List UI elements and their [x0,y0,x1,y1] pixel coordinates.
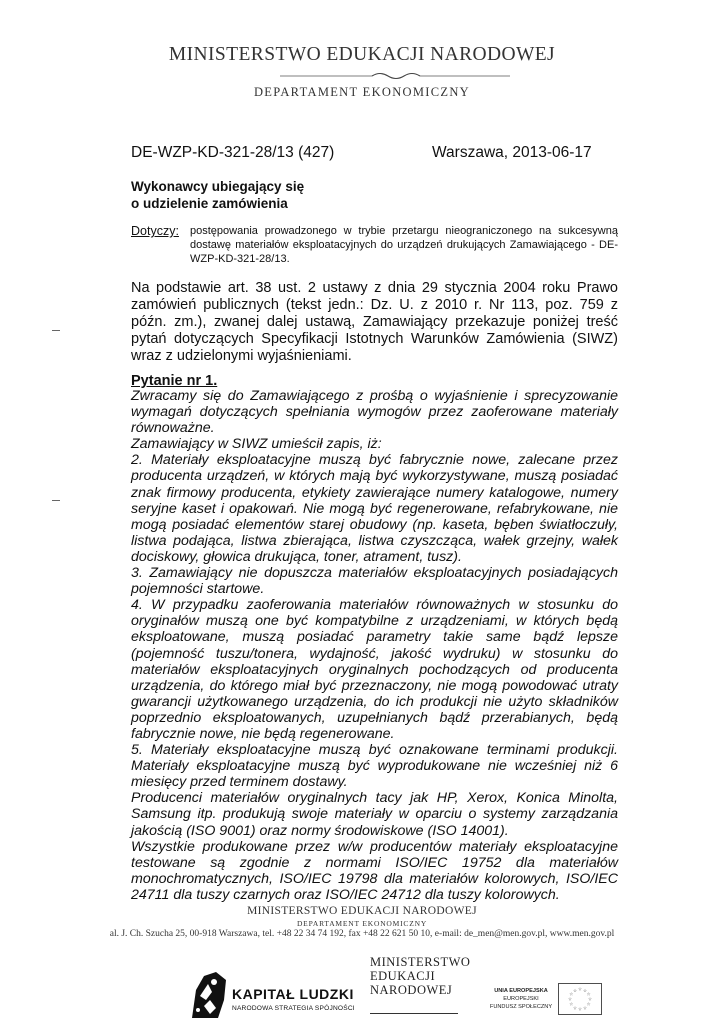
question-paragraph: Producenci materiałów oryginalnych tacy jak HP, Xerox, Konica Minolta, Samsung itp. produkują swoje materiały w oparciu o systemy zarządzania jakością (ISO 9001) oraz normy środowiskowe (ISO 14001). [131,790,618,839]
eu-star: ☆ [582,1005,588,1011]
margin-mark [52,330,60,331]
footer-address: al. J. Ch. Szucha 25, 00-918 Warszawa, tel. +48 22 34 74 192, fax +48 22 621 50 10, e-mail: de_men@men.gov.pl, www.men.gov.pl [109,929,615,939]
men-logo-line-3: NARODOWEJ [370,983,453,997]
addressee [131,178,304,212]
ornament-divider [280,70,510,82]
question-paragraph: 5. Materiały eksploatacyjne muszą być oznakowane terminami produkcji. Materiały eksploatacyjne muszą być wyprodukowane nie wcześniej niż 6 miesięcy przed terminem dostawy. [131,742,618,791]
kapital-ludzki-logo-icon [190,970,228,1020]
letterhead-department: DEPARTAMENT EKONOMICZNY [253,85,470,99]
men-logo-underline [370,1013,458,1014]
letterhead-ministry: MINISTERSTWO EDUKACJI NARODOWEJ [168,44,556,65]
subject-label: Dotyczy: [131,224,179,238]
question-paragraph: 3. Zamawiający nie dopuszcza materiałów eksploatacyjnych posiadających pojemności startowe. [131,565,618,598]
margin-mark [52,500,60,501]
eu-star: ☆ [567,996,573,1002]
intro-paragraph: Na podstawie art. 38 ust. 2 ustawy z dnia 29 stycznia 2004 roku Prawo zamówień publicznych (tekst jedn.: Dz. U. z 2010 r. Nr 113, poz. 759 z późn. zm.), zwanej dalej ustawą, Zamawiający przekazuje poniżej treść pytań dotyczących Specyfikacji Istotnych Warunków Zamówienia (SIWZ) wraz z udzielonymi wyjaśnieniami. [131,280,618,364]
men-logo [370,955,470,997]
men-logo-line-1: MINISTERSTWO [370,955,471,969]
eu-star: ☆ [582,987,588,993]
addressee-line-2: o udzielenie zamówienia [131,196,288,211]
eu-logo-text [485,987,557,1011]
question-paragraph: Wszystkie produkowane przez w/w producentów materiały eksploatacyjne testowane są zgodnie z normami ISO/IEC 19752 dla materiałów monochromatycznych, ISO/IEC 19798 dla materiałów kolorowych, ISO/IEC 24711 dla tuszy czarnych oraz ISO/IEC 24712 dla tuszy kolorowych. [131,838,618,903]
footer-ministry: MINISTERSTWO EDUKACJI NARODOWEJ [247,905,477,917]
kapital-ludzki-name: KAPITAŁ LUDZKI [232,986,354,1002]
question-paragraph: 2. Materiały eksploatacyjne muszą być fabrycznie nowe, zalecane przez producenta urządzeń, w których mają być wykorzystywane, muszą posiadać znak firmowy producenta, etykiety zawierające numery katalogowe, numery seryjne kaset i opakowań. Nie mogą być regenerowane, refabrykowane, nie mogą posiadać elementów starej obudowy (np. kaseta, bęben światłoczuły, listwa podająca, listwa zbierająca, listwa czyszcząca, wałek grzejny, wałek dociskowy, głowica drukująca, toner, atrament, tusz). [131,452,618,565]
document-reference: DE-WZP-KD-321-28/13 (427) [131,144,335,161]
eu-flag-icon [558,983,602,1015]
eu-star: ☆ [569,1001,574,1007]
eu-star: ☆ [586,991,591,997]
subject-text: postępowania prowadzonego w trybie przetargu nieograniczonego na sukcesywną dostawę materiałów eksploatacyjnych do urządzeń drukujących Zamawiającego - DE-WZP-KD-321-28/13. [190,225,618,265]
eu-star: ☆ [572,987,578,993]
eu-star: ☆ [586,1001,591,1007]
question-paragraph: Zamawiający w SIWZ umieścił zapis, iż: [131,436,382,453]
kapital-ludzki-logo [232,986,355,1012]
question-title: Pytanie nr 1. [131,373,218,389]
footer-department: DEPARTAMENT EKONOMICZNY [296,919,428,928]
eu-logo-line-2: EUROPEJSKI [503,996,539,1002]
eu-star: ☆ [577,1006,583,1012]
eu-star: ☆ [587,996,593,1002]
addressee-line-1: Wykonawcy ubiegający się [131,179,305,194]
eu-star: ☆ [572,1005,578,1011]
question-paragraph: Zwracamy się do Zamawiającego z prośbą o wyjaśnienie i sprecyzowanie wymagań dotyczących spełniania wymogów przez zaoferowane materiały równoważne. [131,388,618,437]
kapital-ludzki-subtitle: NARODOWA STRATEGIA SPÓJNOŚCI [232,1005,355,1012]
eu-star: ☆ [577,986,583,992]
question-paragraph: 4. W przypadku zaoferowania materiałów równoważnych w stosunku do oryginałów muszą one być kompatybilne z urządzeniami, w których będą eksploatowane, muszą posiadać parametry takie same bądź lepsze (pojemność tuszu/tonera, wydajność, jakość wydruku) w stosunku do materiałów eksploatacyjnych oryginalnych pochodzących od producenta urządzenia, do którego miał być przeznaczony, nie mogą powodować utraty gwarancji użytkowanego urządzenia, do ich produkcji nie użyto składników poprzednio eksploatowanych, uzupełnianych bądź przerabianych, będą fabrycznie nowe, nie będą regenerowane. [131,597,618,742]
place-date: Warszawa, 2013-06-17 [432,144,592,161]
eu-logo-line-3: FUNDUSZ SPOŁECZNY [489,1004,553,1010]
question-body [131,388,618,903]
eu-star: ☆ [569,991,574,997]
men-logo-line-2: EDUKACJI [370,969,436,983]
eu-logo-line-1: UNIA EUROPEJSKA [494,988,548,994]
